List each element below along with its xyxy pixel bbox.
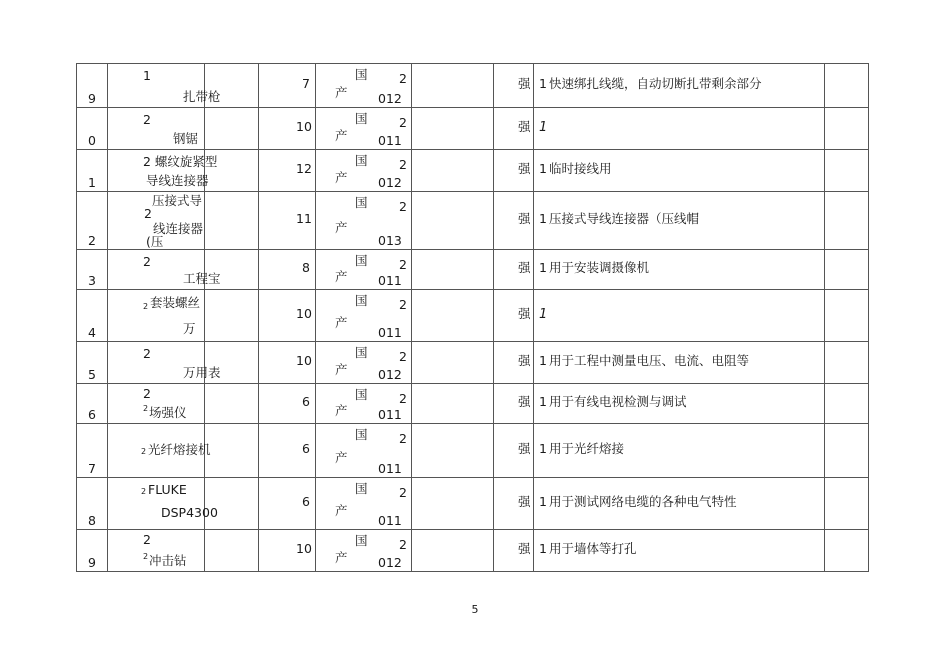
description: 用于安装调摄像机 [549,260,650,275]
origin: 国 [355,253,368,268]
year: 2 [399,157,407,172]
cell-name [108,530,205,572]
cell-quantity [259,424,316,478]
year: 013 [378,233,402,248]
cell-origin-year [316,530,412,572]
cell-index [77,530,108,572]
description-number: 1 [539,76,547,91]
cell-empty [412,108,494,150]
cell-name [108,342,221,384]
equipment-table [76,63,869,572]
row-index: 3 [88,273,96,288]
cell-quantity [259,150,316,192]
cell-empty [825,250,869,290]
origin: 国 [355,427,368,442]
origin: 产 [335,128,348,143]
cell-empty [205,424,259,478]
origin: 产 [335,550,348,565]
page-number: 5 [471,603,479,616]
cell-description [534,150,825,192]
cell-index [77,250,108,290]
description-number: 1 [539,541,547,556]
quantity: 10 [296,353,312,368]
cell-name [108,192,205,250]
description: 压接式导线连接器（压线帽 [549,211,700,226]
cell-empty [825,64,869,108]
item-index: 2 [143,532,151,547]
cell-name [108,384,205,424]
year: 011 [378,513,402,528]
cell-empty [205,192,259,250]
description: 快速绑扎线缆，自动切断扎带剩余部分 [549,76,762,91]
cell-index [77,478,108,530]
cell-origin-year [316,342,412,384]
cell-empty [825,424,869,478]
origin: 国 [355,153,368,168]
grade: 强 [518,394,531,409]
item-index: 2 [143,346,151,361]
cell-empty [205,108,259,150]
grade: 强 [518,353,531,368]
cell-empty [412,424,494,478]
cell-quantity [259,342,316,384]
row-index: 9 [88,555,96,570]
year: 2 [399,71,407,86]
origin: 产 [335,315,348,330]
item-index: 2 [141,487,147,496]
cell-grade [494,342,534,384]
row-index: 6 [88,407,96,422]
table-row [77,108,869,150]
cell-empty [825,342,869,384]
row-index: 2 [88,233,96,248]
quantity: 10 [296,119,312,134]
item-index: 2 [141,447,147,456]
item-name: 扎带枪 [183,89,221,104]
description: 用于墙体等打孔 [549,541,637,556]
description-number: 1 [539,441,547,456]
cell-grade [494,424,534,478]
item-name: 光纤熔接机 [148,442,211,457]
cell-empty [412,250,494,290]
cell-empty [205,384,259,424]
item-index: 2 [143,254,151,269]
cell-name [108,478,218,530]
item-index: 2 [143,302,149,311]
description: 用于有线电视检测与调试 [549,394,687,409]
item-name: 套装螺丝 [150,295,201,310]
table-row [77,250,869,290]
grade: 强 [518,494,531,509]
cell-description [534,64,825,108]
item-name: 工程宝 [183,271,221,286]
origin: 产 [335,269,348,284]
table-row [77,530,869,572]
grade: 强 [518,161,531,176]
year: 2 [399,537,407,552]
year: 2 [399,485,407,500]
cell-empty [205,150,259,192]
year: 2 [399,297,407,312]
description-number: 1 [539,394,547,409]
cell-empty [205,250,259,290]
origin: 产 [335,362,348,377]
description-number: 1 [539,353,547,368]
cell-index [77,342,108,384]
cell-name [108,150,218,192]
cell-origin-year [316,150,412,192]
cell-index [77,424,108,478]
item-name: 2 螺纹旋紧型 [143,154,218,169]
cell-quantity [259,290,316,342]
origin: 国 [355,67,368,82]
cell-grade [494,290,534,342]
cell-quantity [259,64,316,108]
cell-empty [825,192,869,250]
table-row [77,342,869,384]
quantity: 6 [302,441,310,456]
origin: 国 [355,481,368,496]
cell-empty [825,150,869,192]
item-name: 冲击钻 [149,553,187,568]
row-index: 8 [88,513,96,528]
row-index: 7 [88,461,96,476]
cell-origin-year [316,384,412,424]
table-row [77,384,869,424]
cell-origin-year [316,424,412,478]
cell-empty [412,530,494,572]
table-row [77,424,869,478]
year: 011 [378,461,402,476]
cell-empty [825,530,869,572]
cell-origin-year [316,478,412,530]
origin: 产 [335,450,348,465]
cell-empty [825,478,869,530]
item-index: 2 [144,206,152,221]
quantity: 10 [296,541,312,556]
year: 2 [399,115,407,130]
cell-empty [825,290,869,342]
cell-empty [825,108,869,150]
year: 011 [378,273,402,288]
cell-origin-year [316,250,412,290]
cell-description [534,342,825,384]
year: 2 [399,349,407,364]
item-index: 2 [143,404,149,413]
cell-quantity [259,108,316,150]
cell-empty [825,384,869,424]
quantity: 8 [302,260,310,275]
table-row [77,150,869,192]
quantity: 7 [302,76,310,91]
description: 用于光纤熔接 [549,441,625,456]
item-name: FLUKE [148,482,187,497]
row-index: 5 [88,367,96,382]
grade: 强 [518,260,531,275]
item-name: 场强仪 [149,405,187,420]
year: 012 [378,367,402,382]
item-index: 1 [143,68,151,83]
cell-empty [205,530,259,572]
origin: 产 [335,220,348,235]
table-row [77,478,869,530]
cell-empty [412,290,494,342]
origin: 产 [335,170,348,185]
quantity: 6 [302,394,310,409]
cell-name [108,424,211,478]
description-number: 1 [539,494,547,509]
description: 用于测试网络电缆的各种电气特性 [549,494,737,509]
cell-description [534,384,825,424]
cell-origin-year [316,64,412,108]
cell-empty [205,478,259,530]
cell-empty [205,290,259,342]
year: 012 [378,555,402,570]
cell-index [77,150,108,192]
row-index: 4 [88,325,96,340]
quantity: 11 [296,211,312,226]
cell-origin-year [316,108,412,150]
quantity: 10 [296,306,312,321]
origin: 国 [355,195,368,210]
cell-origin-year [316,192,412,250]
year: 2 [399,199,407,214]
cell-name [108,290,205,342]
description-number: 1 [539,260,547,275]
cell-grade [494,250,534,290]
cell-description [534,424,825,478]
year: 2 [399,257,407,272]
cell-name [108,250,221,290]
row-index: 0 [88,133,96,148]
description-number: 1 [539,161,547,176]
item-name: 导线连接器 [146,173,209,188]
item-name: 万 [183,321,196,336]
cell-grade [494,64,534,108]
quantity: 6 [302,494,310,509]
cell-description [534,192,825,250]
origin: 产 [335,85,348,100]
cell-quantity [259,478,316,530]
cell-empty [205,64,259,108]
origin: 国 [355,345,368,360]
cell-empty [205,342,259,384]
cell-empty [412,342,494,384]
row-index: 1 [88,175,96,190]
cell-grade [494,530,534,572]
year: 011 [378,325,402,340]
item-index: 2 [143,112,151,127]
cell-name [108,64,221,108]
cell-quantity [259,530,316,572]
description-number: 1 [539,307,548,322]
cell-origin-year [316,290,412,342]
cell-empty [412,150,494,192]
cell-grade [494,108,534,150]
table-row [77,64,869,108]
cell-empty [412,64,494,108]
origin: 国 [355,387,368,402]
table-row [77,290,869,342]
grade: 强 [518,441,531,456]
origin: 产 [335,503,348,518]
row-index: 9 [88,91,96,106]
year: 2 [399,391,407,406]
grade: 强 [518,76,531,91]
cell-grade [494,478,534,530]
cell-description [534,478,825,530]
grade: 强 [518,541,531,556]
grade: 强 [518,211,531,226]
description: 临时接线用 [549,161,612,176]
cell-grade [494,150,534,192]
cell-description [534,530,825,572]
cell-empty [412,192,494,250]
quantity: 12 [296,161,312,176]
description-number: 1 [539,211,547,226]
item-name: 钢锯 [173,131,199,146]
cell-index [77,108,108,150]
cell-index [77,64,108,108]
description: 用于工程中测量电压、电流、电阻等 [549,353,750,368]
year: 011 [378,407,402,422]
cell-index [77,290,108,342]
year: 2 [399,431,407,446]
origin: 国 [355,293,368,308]
cell-empty [412,478,494,530]
cell-grade [494,384,534,424]
cell-index [77,192,108,250]
origin: 国 [355,533,368,548]
year: 012 [378,175,402,190]
cell-description [534,290,825,342]
item-name: DSP4300 [161,505,218,520]
cell-empty [412,384,494,424]
origin: 产 [335,403,348,418]
item-name: 万用表 [183,365,221,380]
item-index: 2 [143,386,151,401]
year: 011 [378,133,402,148]
cell-grade [494,192,534,250]
item-name: 压接式导 [152,193,203,208]
item-index: 2 [143,552,149,561]
grade: 强 [518,306,531,321]
cell-name [108,108,205,150]
item-name: 线连接器 [153,221,204,236]
year: 012 [378,91,402,106]
cell-index [77,384,108,424]
origin: 国 [355,111,368,126]
cell-quantity [259,250,316,290]
table-row [77,192,869,250]
description-number: 1 [539,120,548,135]
grade: 强 [518,119,531,134]
item-name: (压 [146,234,164,249]
cell-quantity [259,192,316,250]
cell-quantity [259,384,316,424]
cell-description [534,250,825,290]
cell-description [534,108,825,150]
